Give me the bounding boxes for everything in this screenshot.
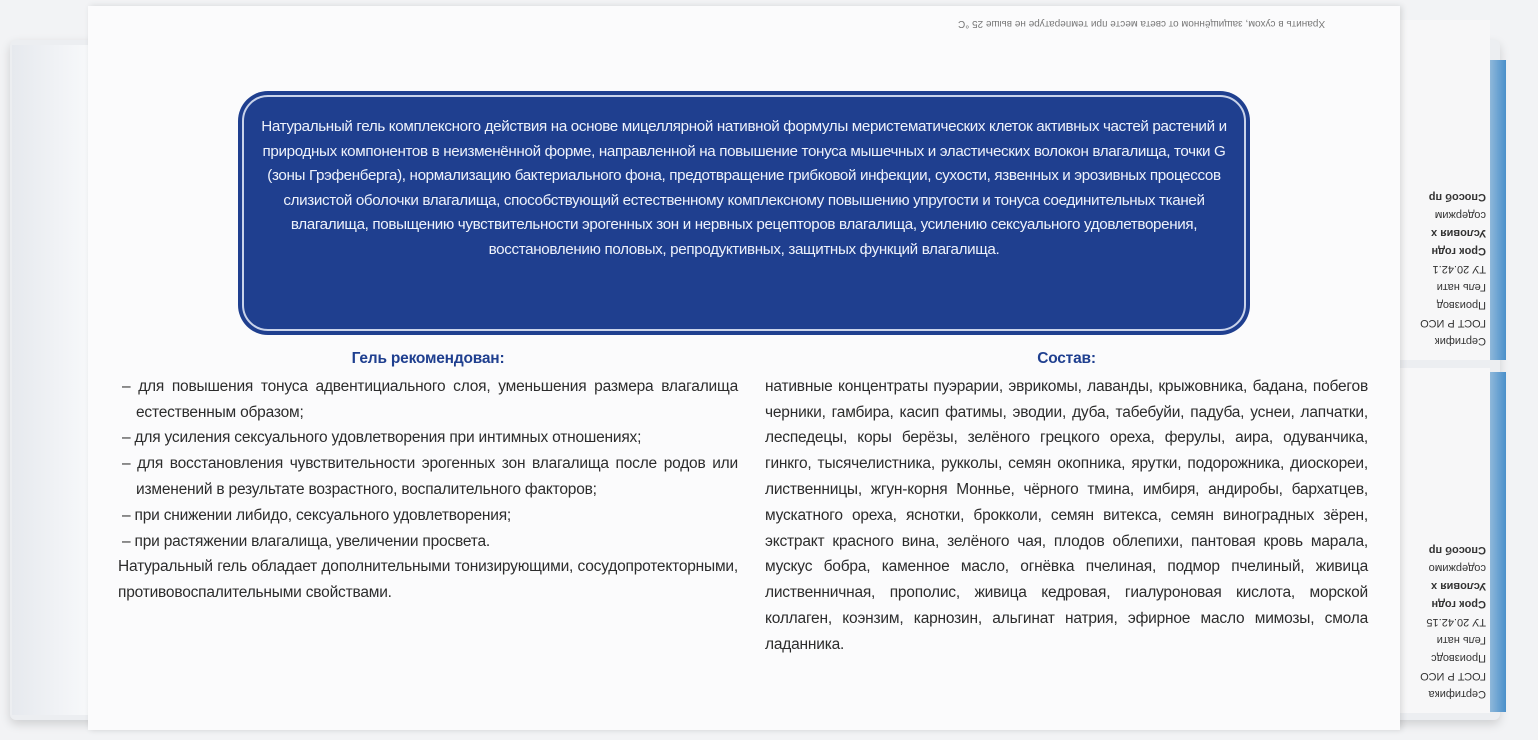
list-item: – для восстановления чувствительности эрогенных зон влагалища после родов или изменений в результате возрастного, воспалительного факторов; <box>122 455 738 498</box>
side-panel-top <box>1390 20 1490 360</box>
side-text-line: ТУ 20.42.15 <box>1426 616 1486 628</box>
box-side-edge-top <box>1490 60 1506 360</box>
side-text-line: Способ пр <box>1428 544 1486 556</box>
side-text-bottom <box>1394 541 1486 703</box>
list-item: – для усиления сексуального удовлетворения при интимных отношениях; <box>122 429 642 447</box>
composition-text: нативные концентраты пуэрарии, эврикомы, лаванды, крыжовника, бадана, побегов черники, гамбира, касип фатимы, эводии, дуба, табебуйи, падуба, уснеи, лапчатки, леспедецы, коры берёзы, зелёного грецкого ореха, ферулы, аира, одуванчика, гинкго, тысячелистника, рукколы, семян окопника, ярутки, подорожника, диоскореи, лиственницы, жгун-корня Моннье, чёрного тмина, имбиря, андиробы, бархатцев, мускатного ореха, яснотки, брокколи, семян витекса, семян виноградных зёрен, экстракт красного вина, зелёного чая, плодов облепихи, пантовая кровь марала, мускус бобра, каменное масло, огнёвка пчелиная, подмор пчелиный, живица лиственничная, прополис, живица кедровая, гиалуроновая кислота, морской коллаген, коэнзим, карнозин, альгинат натрия, эфирное масло мимозы, смола ладанника. <box>765 377 1368 653</box>
front-box-panel <box>88 6 1400 730</box>
side-text-line: Производ <box>1436 299 1486 311</box>
properties-note: Натуральный гель обладает дополнительными тонизирующими, сосудопротекторными, противовоспалительными свойствами. <box>118 558 738 602</box>
description-panel <box>238 91 1250 335</box>
list-item: – для повышения тонуса адвентициального слоя, уменьшения размера влагалища естественным образом; <box>122 377 738 421</box>
description-text: Натуральный гель комплексного действия на основе мицеллярной нативной формулы меристематических клеток активных частей растений и природных компонентов в неизменённой форме, направленной на повышение тонуса мышечных и эластических волокон влагалища, точки G (зоны Грэфенберга), нормализацию бактериального фона, предотвращение грибковой инфекции, сухости, язвенных и эрозивных процессов слизистой оболочки влагалища, способствующий естественному комплексному повышению упругости и тонуса соединительных тканей влагалища, повыщению чувствительности эрогенных зон и нервных рецепторов влагалища, усилению сексуального удовлетворения, восстановлению половых, репродуктивных, защитных функций влагалища. <box>242 95 1246 331</box>
list-item: – при растяжении влагалища, увеличении просвета. <box>122 532 491 550</box>
side-text-line: ГОСТ Р ИСО <box>1420 317 1486 329</box>
side-text-line: Гель нати <box>1436 634 1486 646</box>
composition-section <box>765 346 1368 658</box>
composition-title: Состав: <box>1037 350 1096 367</box>
side-text-line: Условия х <box>1431 227 1486 239</box>
side-text-line: Срок годн <box>1431 245 1486 257</box>
side-text-line: содержим <box>1434 209 1486 221</box>
side-text-top <box>1394 188 1486 350</box>
recommended-title: Гель рекомендован: <box>351 350 505 367</box>
box-side-edge-bottom <box>1490 372 1506 712</box>
side-text-line: Гель нати <box>1436 281 1486 293</box>
recommended-section <box>118 346 738 606</box>
side-text-line: Сертифика <box>1428 688 1486 700</box>
list-item: – при снижении либидо, сексуального удовлетворения; <box>122 506 512 524</box>
top-edge-text: Хранить в сухом, защищённом от света месте при температуре не выше 25 °С <box>958 18 1326 29</box>
side-text-line: Условия х <box>1431 580 1486 592</box>
side-text-line: Сертифик <box>1434 335 1486 347</box>
side-panel-bottom <box>1390 368 1490 713</box>
side-text-line: содержимо <box>1428 562 1486 574</box>
side-text-line: Срок годн <box>1431 598 1486 610</box>
side-text-line: ГОСТ Р ИСО <box>1420 670 1486 682</box>
side-text-line: Производс <box>1431 652 1486 664</box>
side-text-line: Способ пр <box>1428 191 1486 203</box>
side-text-line: ТУ 20.42.1 <box>1432 263 1486 275</box>
